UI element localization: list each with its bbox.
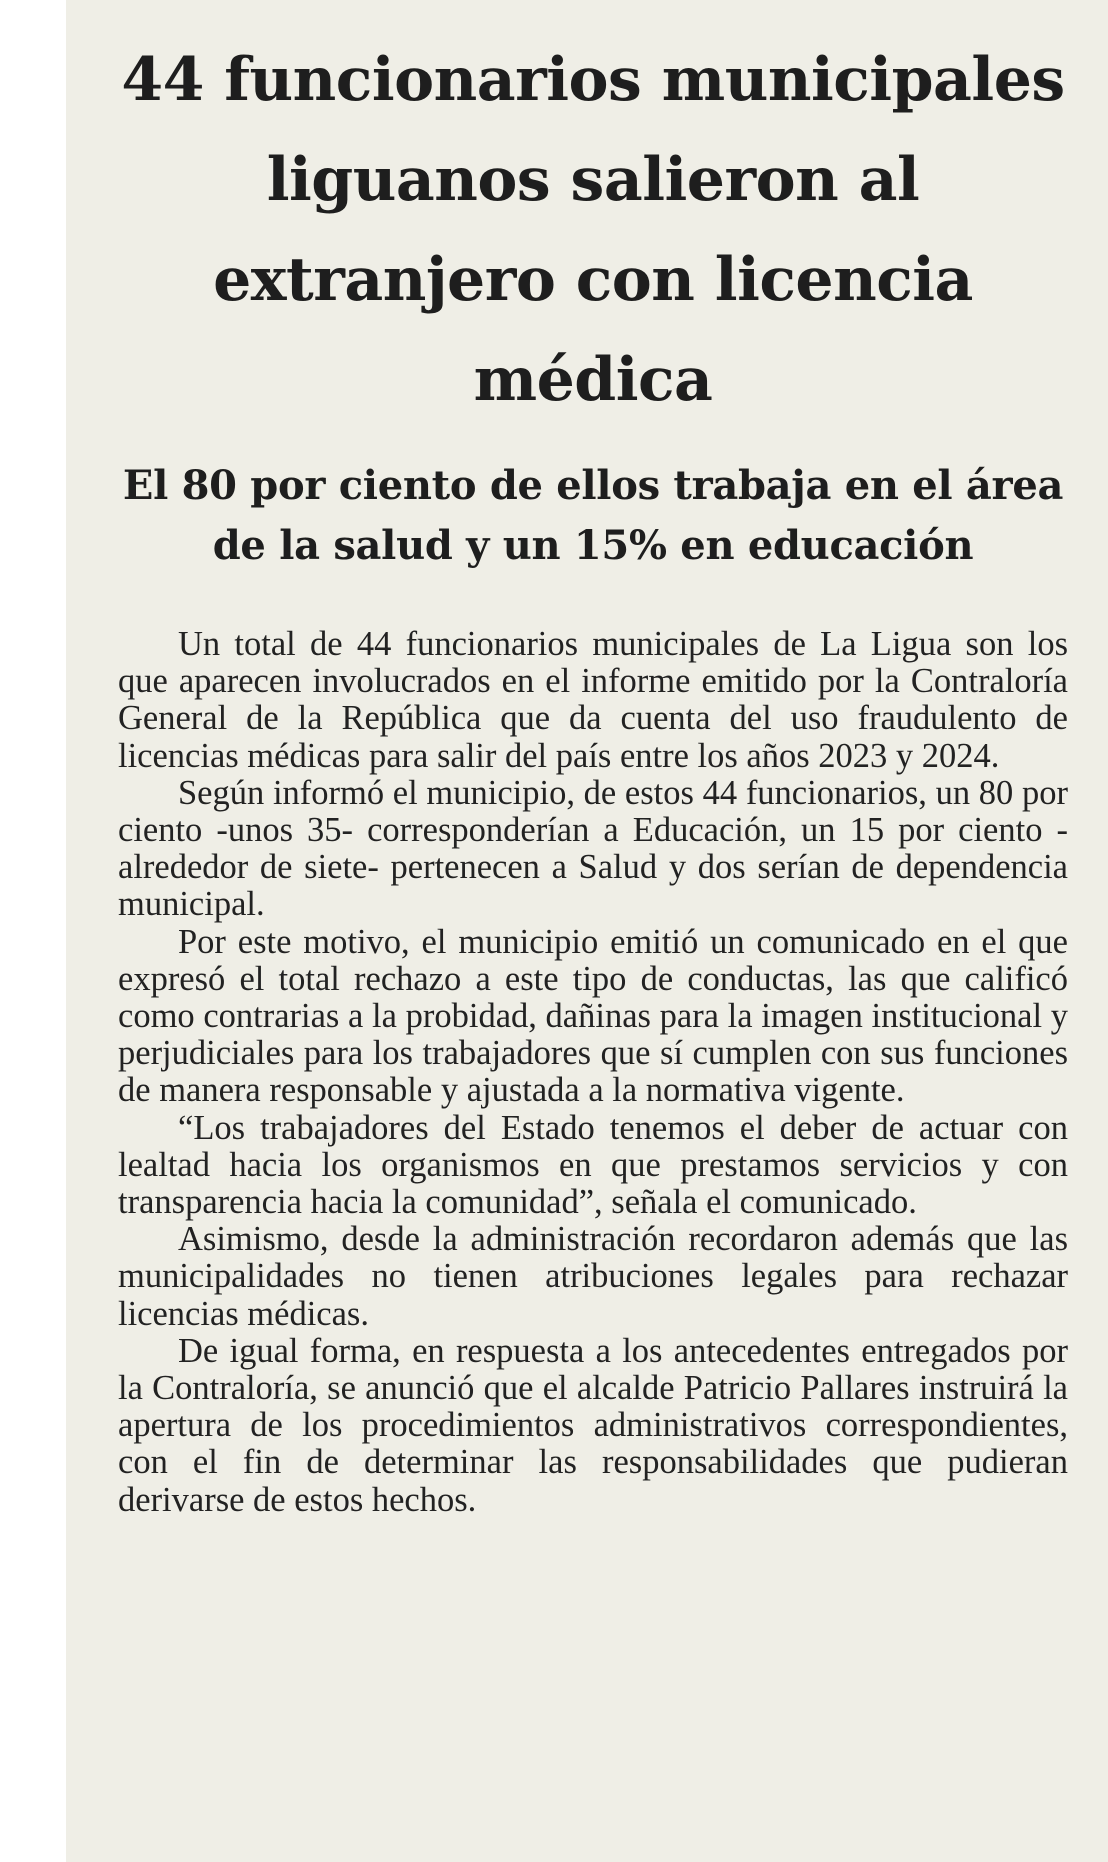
article-paragraph: Asimismo, desde la administración recordaron además que las municipalidades no tienen atribuciones legales para rechazar licencias médicas. [118,1220,1068,1333]
article-headline: 44 funcionarios municipales liguanos salieron al extranjero con licencia médica [121,45,1065,415]
article-paragraph: “Los trabajadores del Estado tenemos el deber de actuar con lealtad hacia los organismos en que prestamos servicios y con transparencia hacia la comunidad”, señala el comunicado. [118,1108,1068,1222]
article-body [118,626,1068,1519]
article-paragraph: Un total de 44 funcionarios municipales de La Ligua son los que aparecen involucrados en el informe emitido por la Contraloría General de la República que da cuenta del uso fraudulento de licencias médicas para salir del país entre los años 2023 y 2024. [118,625,1068,775]
article-paragraph: Por este motivo, el municipio emitió un comunicado en el que expresó el total rechazo a este tipo de conductas, las que calificó como contrarias a la probidad, dañinas para la imagen institucional y perjudiciales para los trabajadores que sí cumplen con sus funciones de manera responsable y ajustada a la normativa vigente. [118,922,1068,1110]
article-paragraph: De igual forma, en respuesta a los antecedentes entregados por la Contraloría, se anunció que el alcalde Patricio Pallares instruirá la apertura de los procedimientos administrativos correspondientes, con el fin de determinar las responsabilidades que pudieran derivarse de estos hechos. [118,1331,1068,1519]
article-column [118,30,1068,1519]
article-paragraph: Según informó el municipio, de estos 44 funcionarios, un 80 por ciento -unos 35- corresponderían a Educación, un 15 por ciento -alrededor de siete- pertenecen a Salud y dos serían de dependencia municipal. [118,773,1068,924]
newspaper-clipping [66,0,1108,1862]
article-subheadline: El 80 por ciento de ellos trabaja en el área de la salud y un 15% en educación [122,462,1064,569]
